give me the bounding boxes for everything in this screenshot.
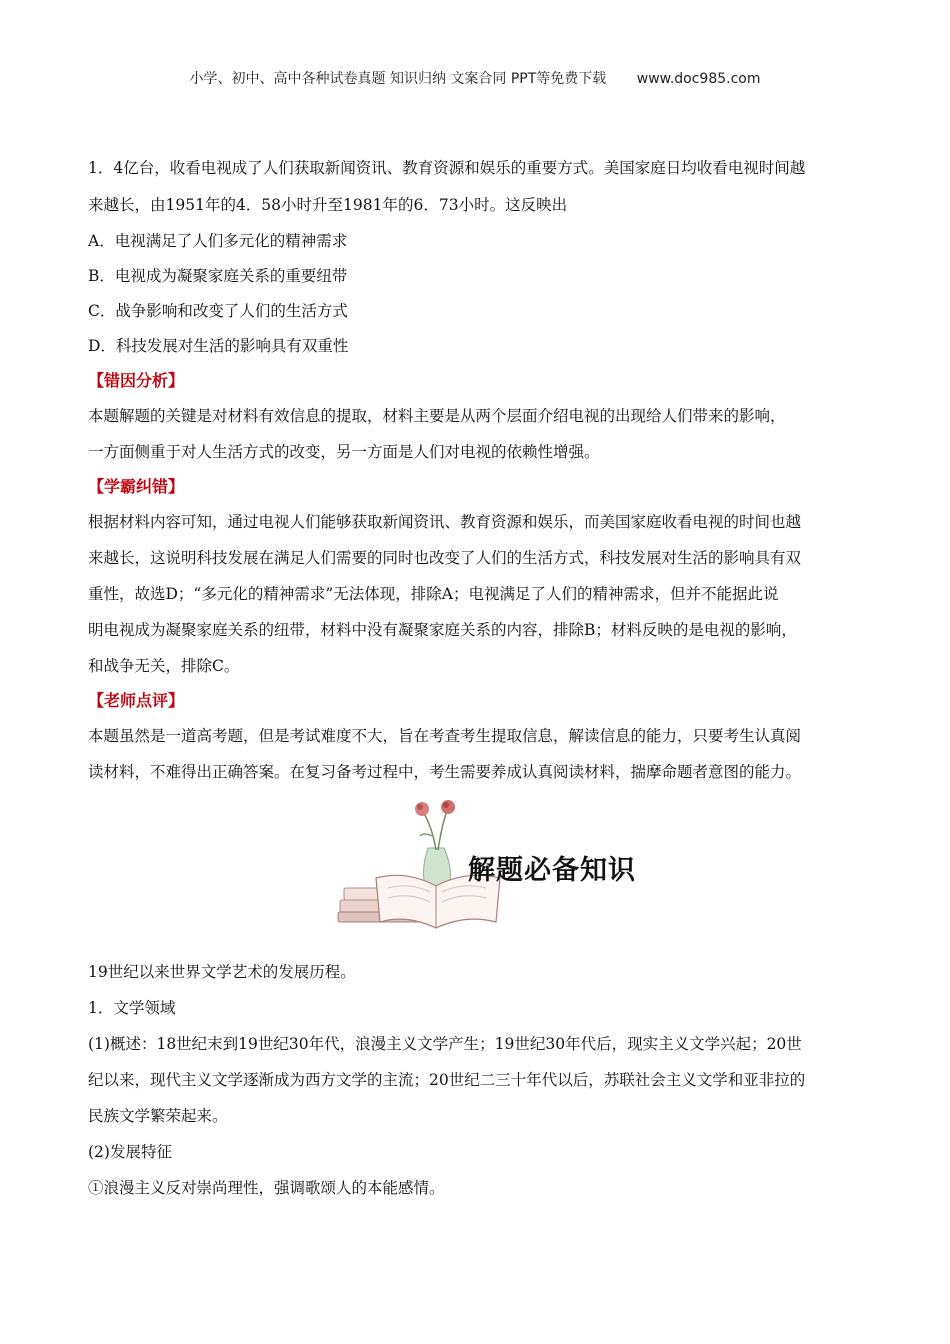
correction-title: 【学霸纠错】 <box>88 477 185 496</box>
option-d: D．科技发展对生活的影响具有双重性 <box>88 337 349 355</box>
header-site-link[interactable]: www.doc985.com <box>636 71 761 87</box>
header-text: 小学、初中、高中各种试卷真题 知识归纳 文案合同 PPT等免费下载 <box>189 71 607 87</box>
page-header <box>0 68 950 88</box>
teacher-comment-line-1: 本题虽然是一道高考题，但是考试难度不大，旨在考查考生提取信息，解读信息的能力，只要考生认真阅 <box>88 727 802 745</box>
option-c: C．战争影响和改变了人们的生活方式 <box>88 302 348 320</box>
teacher-comment-line-2: 读材料，不难得出正确答案。在复习备考过程中，考生需要养成认真阅读材料，揣摩命题者意图的能力。 <box>88 763 802 781</box>
error-analysis-line-1: 本题解题的关键是对材料有效信息的提取，材料主要是从两个层面介绍电视的出现给人们带来的影响， <box>88 407 786 425</box>
option-a: A．电视满足了人们多元化的精神需求 <box>88 232 348 250</box>
knowledge-line-2: 1．文学领域 <box>88 999 176 1017</box>
correction-line-1: 根据材料内容可知，通过电视人们能够获取新闻资讯、教育资源和娱乐，而美国家庭收看电视的时间也越 <box>88 513 802 531</box>
correction-line-5: 和战争无关，排除C。 <box>88 657 240 675</box>
knowledge-line-1: 19世纪以来世界文学艺术的发展历程。 <box>88 963 356 981</box>
banner-title: 解题必备知识 <box>468 855 636 886</box>
knowledge-banner <box>88 796 868 946</box>
option-b: B．电视成为凝聚家庭关系的重要纽带 <box>88 267 348 285</box>
error-analysis-title: 【错因分析】 <box>88 371 185 390</box>
document-body <box>88 150 868 1206</box>
knowledge-line-7: ①浪漫主义反对崇尚理性，强调歌颂人的本能感情。 <box>88 1179 445 1197</box>
knowledge-line-6: (2)发展特征 <box>88 1143 172 1161</box>
question-line-2: 来越长，由1951年的4．58小时升至1981年的6．73小时。这反映出 <box>88 196 568 214</box>
question-line-1: 1．4亿台，收看电视成了人们获取新闻资讯、教育资源和娱乐的重要方式。美国家庭日均收看电视时间越 <box>88 159 806 177</box>
knowledge-line-5: 民族文学繁荣起来。 <box>88 1107 228 1125</box>
knowledge-line-3: (1)概述：18世纪末到19世纪30年代，浪漫主义文学产生；19世纪30年代后，现实主义文学兴起；20世 <box>88 1035 802 1053</box>
correction-line-2: 来越长，这说明科技发展在满足人们需要的同时也改变了人们的生活方式，科技发展对生活的影响具有双 <box>88 549 802 567</box>
correction-line-3: 重性，故选D；“多元化的精神需求”无法体现，排除A；电视满足了人们的精神需求，但并不能据此说 <box>88 585 779 603</box>
error-analysis-line-2: 一方面侧重于对人生活方式的改变，另一方面是人们对电视的依赖性增强。 <box>88 443 600 461</box>
teacher-comment-title: 【老师点评】 <box>88 691 185 710</box>
correction-line-4: 明电视成为凝聚家庭关系的纽带，材料中没有凝聚家庭关系的内容，排除B；材料反映的是电视的影响， <box>88 621 797 639</box>
knowledge-line-4: 纪以来，现代主义文学逐渐成为西方文学的主流；20世纪二三十年代以后，苏联社会主义文学和亚非拉的 <box>88 1071 806 1089</box>
